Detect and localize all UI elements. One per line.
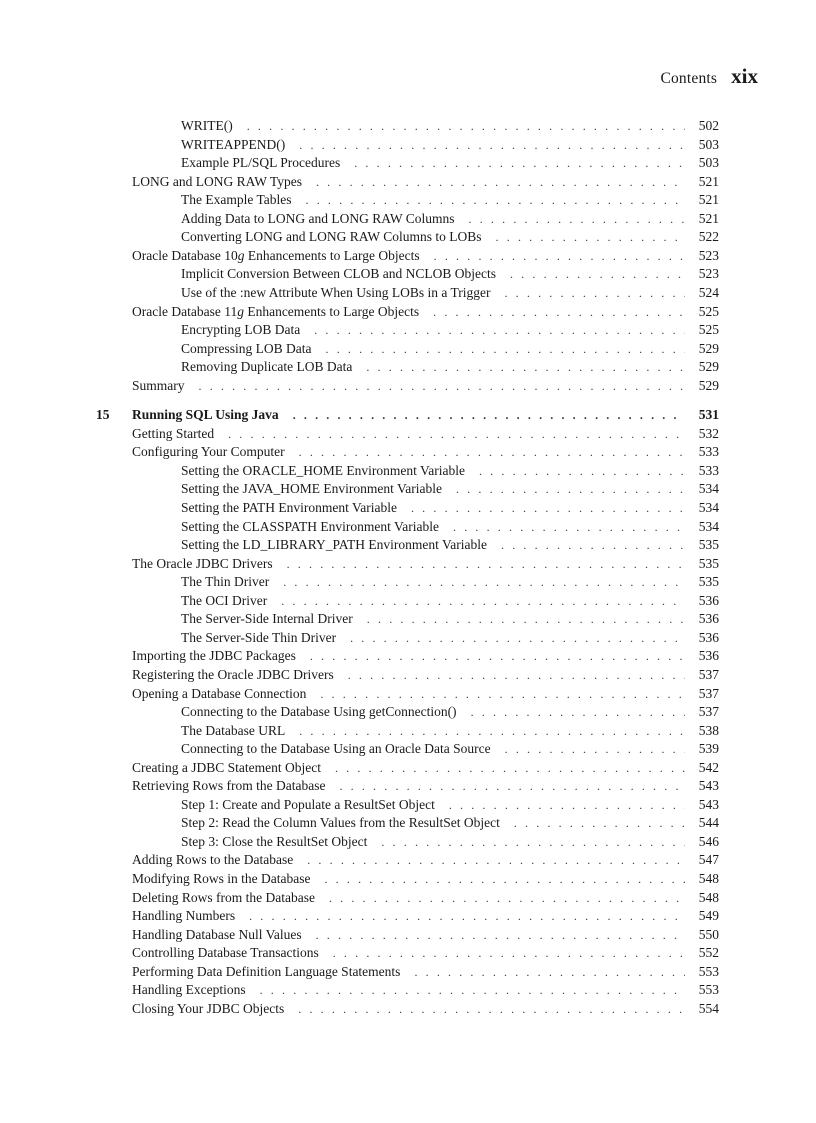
- toc-entry[interactable]: [132, 303, 719, 321]
- toc-entry[interactable]: [181, 340, 719, 358]
- toc-page-number: 535: [698, 555, 719, 571]
- toc-entry[interactable]: [132, 870, 719, 888]
- dot-leader: [471, 703, 685, 721]
- toc-page-number: 534: [698, 481, 719, 497]
- toc-entry-title: Step 1: Create and Populate a ResultSet Object: [181, 796, 435, 812]
- dot-leader: [283, 573, 685, 591]
- toc-entry[interactable]: [181, 228, 719, 246]
- dot-leader: [434, 247, 685, 265]
- dot-leader: [287, 555, 685, 573]
- toc-entry-title: Step 2: Read the Column Values from the ResultSet Object: [181, 815, 500, 831]
- toc-entry-title: Getting Started: [132, 425, 215, 441]
- toc-entry[interactable]: [132, 981, 719, 999]
- dot-leader: [307, 851, 685, 869]
- toc-page-number: 534: [698, 518, 719, 534]
- toc-entry-title: Example PL/SQL Procedures: [181, 155, 341, 171]
- dot-leader: [199, 377, 686, 395]
- toc-page-number: 533: [698, 444, 719, 460]
- toc-page-number: 529: [698, 340, 719, 356]
- toc-entry[interactable]: [181, 740, 719, 758]
- toc-entry-title: Connecting to the Database Using an Oracle Data Source: [181, 741, 491, 757]
- dot-leader: [414, 963, 685, 981]
- toc-entry[interactable]: [181, 592, 719, 610]
- dot-leader: [314, 321, 685, 339]
- toc-entry-title: Closing Your JDBC Objects: [132, 1000, 285, 1016]
- toc-chapter-number: 15: [96, 407, 110, 423]
- dot-leader: [496, 228, 685, 246]
- toc-entry-title: WRITE(): [181, 118, 233, 133]
- toc-page-number: 548: [698, 889, 719, 905]
- toc-entry-title: Handling Numbers: [132, 908, 236, 924]
- toc-page-number: 539: [698, 741, 719, 757]
- toc-page-number: 529: [698, 359, 719, 375]
- toc-page-number: 537: [698, 666, 719, 682]
- dot-leader: [249, 907, 685, 925]
- toc-entry[interactable]: [181, 210, 719, 228]
- toc-page-number: 536: [698, 592, 719, 608]
- dot-leader: [453, 518, 685, 536]
- toc-entry[interactable]: [181, 284, 719, 302]
- dot-leader: [449, 796, 685, 814]
- toc-entry-title: Creating a JDBC Statement Object: [132, 759, 321, 775]
- toc-entry[interactable]: [181, 703, 719, 721]
- toc-page-number: 543: [698, 778, 719, 794]
- toc-page-number: 546: [698, 833, 719, 849]
- dot-leader: [281, 592, 685, 610]
- dot-leader: [335, 759, 685, 777]
- dot-leader: [350, 629, 685, 647]
- toc-entry[interactable]: [181, 536, 719, 554]
- toc-entry[interactable]: [181, 610, 719, 628]
- toc-entry-title: Step 3: Close the ResultSet Object: [181, 833, 368, 849]
- toc-entry-title: The Example Tables: [181, 192, 292, 208]
- toc-entry[interactable]: [181, 796, 719, 814]
- dot-leader: [329, 889, 685, 907]
- toc-entry-title: Modifying Rows in the Database: [132, 871, 311, 886]
- toc-entry[interactable]: [181, 518, 719, 536]
- dot-leader: [411, 499, 685, 517]
- toc-entry-title: Encrypting LOB Data: [181, 322, 301, 338]
- toc-entry-title: Setting the PATH Environment Variable: [181, 500, 397, 515]
- dot-leader: [479, 462, 685, 480]
- toc-entry[interactable]: [181, 833, 719, 851]
- toc-page-number: 548: [698, 871, 719, 886]
- toc-entry[interactable]: [132, 685, 719, 703]
- toc-entry[interactable]: [181, 265, 719, 283]
- toc-page-number: 554: [698, 1000, 719, 1016]
- toc-page-number: 532: [698, 425, 719, 441]
- page-number: xix: [731, 64, 758, 88]
- toc-page-number: 525: [698, 303, 719, 319]
- toc-entry-title: Adding Data to LONG and LONG RAW Columns: [181, 210, 455, 226]
- toc-page-number: 521: [698, 173, 719, 189]
- toc-page-number: 549: [698, 908, 719, 924]
- dot-leader: [514, 814, 685, 832]
- toc-page-number: 521: [698, 210, 719, 226]
- toc-entry[interactable]: [132, 907, 719, 925]
- dot-leader: [228, 425, 685, 443]
- dot-leader: [501, 536, 685, 554]
- toc-entry[interactable]: [181, 358, 719, 376]
- toc-entry-title: The Oracle JDBC Drivers: [132, 555, 273, 571]
- toc-page-number: 503: [698, 136, 719, 152]
- dot-leader: [504, 284, 685, 302]
- toc-entry-title: Removing Duplicate LOB Data: [181, 359, 353, 375]
- toc-entry-title: Oracle Database 11g Enhancements to Large Objects: [132, 303, 420, 319]
- dot-leader: [510, 265, 685, 283]
- toc-entry[interactable]: [132, 1000, 719, 1018]
- toc-entry[interactable]: [132, 173, 719, 191]
- dot-leader: [316, 926, 685, 944]
- toc-entry[interactable]: [181, 117, 719, 135]
- toc-page-number: 529: [698, 377, 719, 393]
- toc-entry-title: Setting the LD_LIBRARY_PATH Environment Variable: [181, 537, 487, 553]
- toc-entry[interactable]: [181, 480, 719, 498]
- toc-entry-title: The Server-Side Internal Driver: [181, 611, 353, 627]
- toc-entry[interactable]: [181, 722, 719, 740]
- toc-entry-title: The Thin Driver: [181, 574, 270, 590]
- dot-leader: [339, 777, 685, 795]
- toc-chapter-entry[interactable]: [96, 406, 719, 424]
- toc-entry[interactable]: [132, 926, 719, 944]
- toc-entry-title: Setting the ORACLE_HOME Environment Variable: [181, 462, 465, 478]
- dot-leader: [299, 443, 685, 461]
- toc-entry-title: Setting the CLASSPATH Environment Variable: [181, 518, 439, 534]
- toc-entry[interactable]: [181, 629, 719, 647]
- dot-leader: [326, 340, 686, 358]
- toc-entry[interactable]: [181, 321, 719, 339]
- toc-entry-title: Implicit Conversion Between CLOB and NCLOB Objects: [181, 266, 496, 282]
- toc-entry[interactable]: [132, 377, 719, 395]
- toc-page-number: 538: [698, 722, 719, 738]
- toc-entry[interactable]: [132, 759, 719, 777]
- toc-page-number: 502: [698, 118, 719, 133]
- dot-leader: [324, 870, 685, 888]
- toc-page-number: 522: [698, 229, 719, 245]
- toc-page-number: 524: [698, 284, 719, 300]
- toc-page-number: 550: [698, 926, 719, 942]
- toc-entry-title: The OCI Driver: [181, 592, 268, 608]
- toc-entry-title: Summary: [132, 377, 185, 393]
- toc-page-number: 547: [698, 852, 719, 868]
- dot-leader: [298, 1000, 685, 1018]
- toc-entry-title: Oracle Database 10g Enhancements to Large Objects: [132, 247, 420, 263]
- dot-leader: [316, 173, 685, 191]
- toc-page-number: 531: [698, 407, 719, 423]
- toc-page-number: 537: [698, 685, 719, 701]
- dot-leader: [469, 210, 685, 228]
- toc-entry[interactable]: [132, 647, 719, 665]
- toc-page-number: 542: [698, 759, 719, 775]
- toc-entry-title: Handling Database Null Values: [132, 926, 302, 942]
- toc-entry[interactable]: [132, 963, 719, 981]
- toc-entry-title: Handling Exceptions: [132, 982, 246, 998]
- toc-page-number: 533: [698, 462, 719, 478]
- toc-entry-title: Importing the JDBC Packages: [132, 648, 296, 664]
- toc-page-number: 536: [698, 611, 719, 627]
- toc-entry[interactable]: [181, 154, 719, 172]
- dot-leader: [299, 136, 685, 154]
- toc-entry-title: Configuring Your Computer: [132, 444, 285, 460]
- dot-leader: [381, 833, 685, 851]
- toc-entry[interactable]: [181, 191, 719, 209]
- toc-entry[interactable]: [181, 499, 719, 517]
- toc-page-number: 536: [698, 648, 719, 664]
- dot-leader: [366, 358, 685, 376]
- toc-entry-title: Opening a Database Connection: [132, 685, 307, 701]
- toc-entry[interactable]: [181, 814, 719, 832]
- dot-leader: [306, 191, 685, 209]
- toc-entry-title: LONG and LONG RAW Types: [132, 173, 302, 189]
- toc-page-number: 535: [698, 574, 719, 590]
- toc-entry-title: WRITEAPPEND(): [181, 136, 286, 152]
- dot-leader: [367, 610, 685, 628]
- toc-entry-title: Running SQL Using Java: [132, 407, 279, 423]
- toc-entry[interactable]: [181, 462, 719, 480]
- toc-entry-title: Controlling Database Transactions: [132, 945, 319, 961]
- toc-entry[interactable]: [132, 555, 719, 573]
- running-head: [660, 64, 758, 89]
- toc-page-number: 553: [698, 963, 719, 979]
- toc-entry-title: Converting LONG and LONG RAW Columns to LOBs: [181, 229, 482, 245]
- toc-page-number: 534: [698, 500, 719, 515]
- toc-entry[interactable]: [132, 666, 719, 684]
- toc-entry[interactable]: [181, 573, 719, 591]
- toc-entry-title: Performing Data Definition Language Statements: [132, 963, 401, 979]
- toc-page-number: 537: [698, 704, 719, 720]
- toc-page-number: 544: [698, 815, 719, 831]
- dot-leader: [260, 981, 685, 999]
- running-title: Contents: [660, 70, 718, 87]
- toc-entry-title: Compressing LOB Data: [181, 340, 312, 356]
- toc-page-number: 536: [698, 629, 719, 645]
- dot-leader: [456, 480, 685, 498]
- toc-entry-title: Deleting Rows from the Database: [132, 889, 315, 905]
- toc-page-number: 521: [698, 192, 719, 208]
- toc-entry-title: The Database URL: [181, 722, 286, 738]
- toc-entry[interactable]: [132, 777, 719, 795]
- dot-leader: [333, 944, 685, 962]
- toc-entry[interactable]: [132, 247, 719, 265]
- toc-entry-title: Registering the Oracle JDBC Drivers: [132, 666, 334, 682]
- dot-leader: [433, 303, 685, 321]
- toc-entry[interactable]: [132, 889, 719, 907]
- dot-leader: [299, 722, 685, 740]
- toc-entry[interactable]: [132, 425, 719, 443]
- toc-page-number: 552: [698, 945, 719, 961]
- toc-entry-title: Setting the JAVA_HOME Environment Variable: [181, 481, 442, 497]
- toc-page-number: 543: [698, 796, 719, 812]
- toc-entry[interactable]: [132, 944, 719, 962]
- toc-page-number: 553: [698, 982, 719, 998]
- dot-leader: [348, 666, 685, 684]
- toc-page-number: 525: [698, 322, 719, 338]
- toc-entry-title: The Server-Side Thin Driver: [181, 629, 337, 645]
- dot-leader: [293, 406, 685, 424]
- toc-entry[interactable]: [132, 443, 719, 461]
- toc-entry-title: Adding Rows to the Database: [132, 852, 294, 868]
- toc-page-number: 535: [698, 537, 719, 553]
- toc-entry[interactable]: [181, 136, 719, 154]
- toc-entry-title: Use of the :new Attribute When Using LOBs in a Trigger: [181, 284, 491, 300]
- toc-page-number: 523: [698, 266, 719, 282]
- dot-leader: [505, 740, 685, 758]
- toc-page-number: 523: [698, 247, 719, 263]
- dot-leader: [310, 647, 685, 665]
- dot-leader: [354, 154, 685, 172]
- toc-entry-title: Retrieving Rows from the Database: [132, 778, 326, 794]
- toc-page-number: 503: [698, 155, 719, 171]
- dot-leader: [320, 685, 685, 703]
- dot-leader: [247, 117, 685, 135]
- toc-entry[interactable]: [132, 851, 719, 869]
- toc-entry-title: Connecting to the Database Using getConnection(): [181, 704, 457, 720]
